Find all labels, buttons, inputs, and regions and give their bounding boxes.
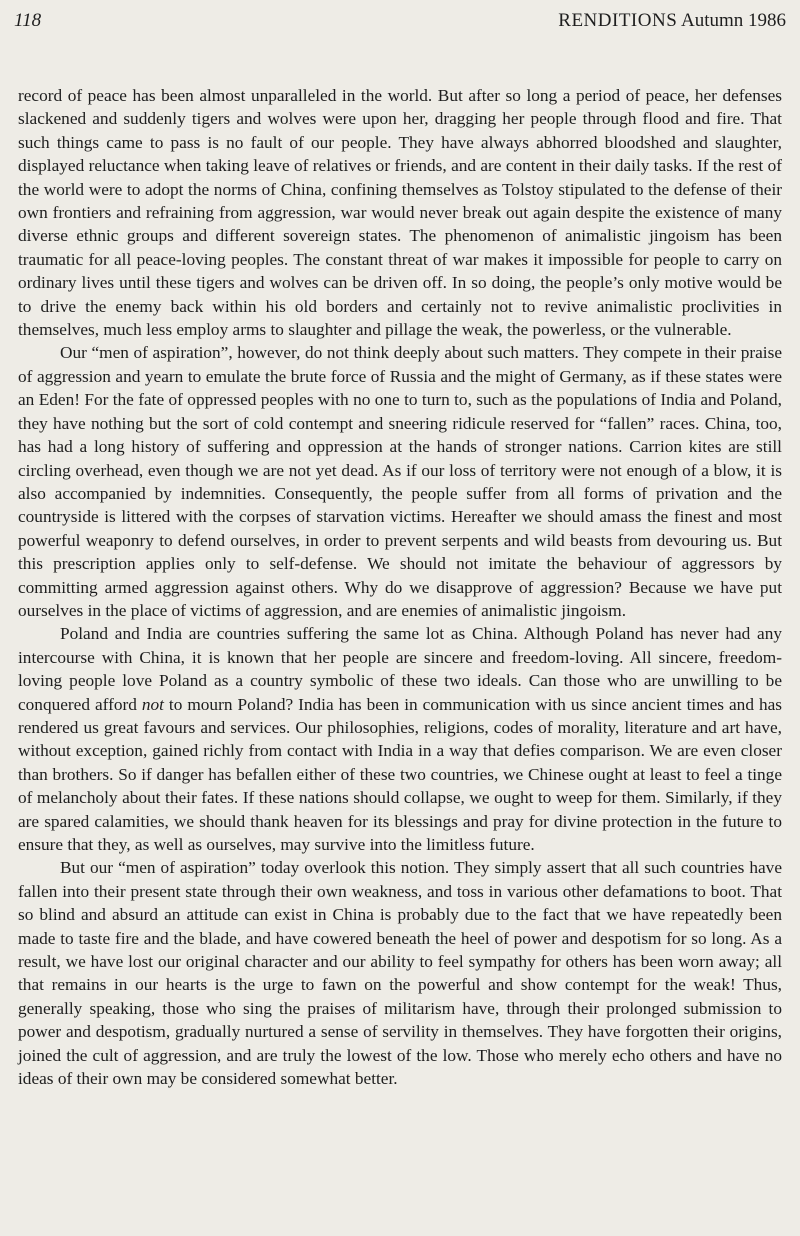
- body-text: [18, 84, 782, 1090]
- journal-issue: Autumn 1986: [680, 10, 786, 31]
- paragraph-1: record of peace has been almost unparalleled in the world. But after so long a period of peace, her defenses slackened and suddenly tigers and wolves were upon her, dragging her people through flood and fire. That such things came to pass is no fault of our people. They have always abhorred bloodshed and slaughter, displayed reluctance when taking leave of relatives or friends, and are content in their daily tasks. If the rest of the world were to adopt the norms of China, confining themselves as Tolstoy stipulated to the defense of their own frontiers and refraining from aggression, war would never break out again despite the existence of many diverse ethnic groups and different sovereign states. The phenomenon of animalistic jingoism has been traumatic for all peace-loving peoples. The constant threat of war makes it impossible for people to carry on ordinary lives until these tigers and wolves can be driven off. In so doing, the people’s only motive would be to drive the enemy back within his old borders and certainly not to revive animalistic proclivities in themselves, much less employ arms to slaughter and pillage the weak, the powerless, or the vulnerable.: [18, 86, 782, 340]
- paragraph-4: But our “men of aspiration” today overlook this notion. They simply assert that all such countries have fallen into their present state through their own weakness, and toss in various other defamations to boot. That so blind and absurd an attitude can exist in China is probably due to the fact that we have repeatedly been made to taste fire and the blade, and have cowered beneath the heel of power and despotism for so long. As a result, we have lost our original character and our ability to feel sympathy for others has been worn away; all that remains in our hearts is the urge to fawn on the powerful and show contempt for the weak! Thus, generally speaking, those who sing the praises of militarism have, through their prolonged submission to power and despotism, gradually nurtured a sense of servility in themselves. They have forgotten their origins, joined the cult of aggression, and are truly the lowest of the low. Those who merely echo others and have no ideas of their own may be considered somewhat better.: [18, 858, 782, 1089]
- paragraph-3-after: to mourn Poland? India has been in communication with us since ancient times and has rendered us great favours and services. Our philosophies, religions, codes of morality, literature and art have, without exception, gained richly from contact with India in a way that defies comparison. We are even closer than brothers. So if danger has befallen either of these two countries, we Chinese ought at least to feel a tinge of melancholy about their fates. If these nations should collapse, we ought to weep for them. Similarly, if they are spared calamities, we should thank heaven for its blessings and pray for divine protection in the future to ensure that they, as well as ourselves, may survive into the limitless future.: [18, 694, 782, 854]
- paragraph-2: Our “men of aspiration”, however, do not think deeply about such matters. They compete in their praise of aggression and yearn to emulate the brute force of Russia and the might of Germany, as if these states were an Eden! For the fate of oppressed peoples with no one to turn to, such as the populations of India and Poland, they have nothing but the sort of cold contempt and sneering ridicule reserved for “fallen” races. China, too, has had a long history of suffering and oppression at the hands of stronger nations. Carrion kites are still circling overhead, even though we are not yet dead. As if our loss of territory were not enough of a blow, it is also accompanied by indemnities. Consequently, the people suffer from all forms of privation and the countryside is littered with the corpses of starvation victims. Hereafter we should amass the finest and most powerful weaponry to defend ourselves, in order to prevent serpents and wild beasts from devouring us. But this prescription applies only to self-defense. We should not imitate the behaviour of aggressors by committing armed aggression against others. Why do we disapprove of aggression? Because we have put ourselves in the place of victims of aggression, and are enemies of animalistic jingoism.: [18, 343, 782, 620]
- paragraph-3-before: Poland and India are countries suffering the same lot as China. Although Poland has never had any intercourse with China, it is known that her people are sincere and freedom-loving. All sincere, freedom-loving people love Poland as a country symbolic of these two ideals. Can those who are unwilling to be conquered afford: [18, 624, 782, 714]
- paragraph-3: [18, 622, 782, 856]
- page-number: 118: [14, 10, 42, 31]
- running-head: [14, 10, 786, 36]
- journal-title: [558, 10, 786, 32]
- paragraph-3-emphasis: not: [141, 694, 164, 714]
- journal-name: RENDITIONS: [558, 10, 678, 31]
